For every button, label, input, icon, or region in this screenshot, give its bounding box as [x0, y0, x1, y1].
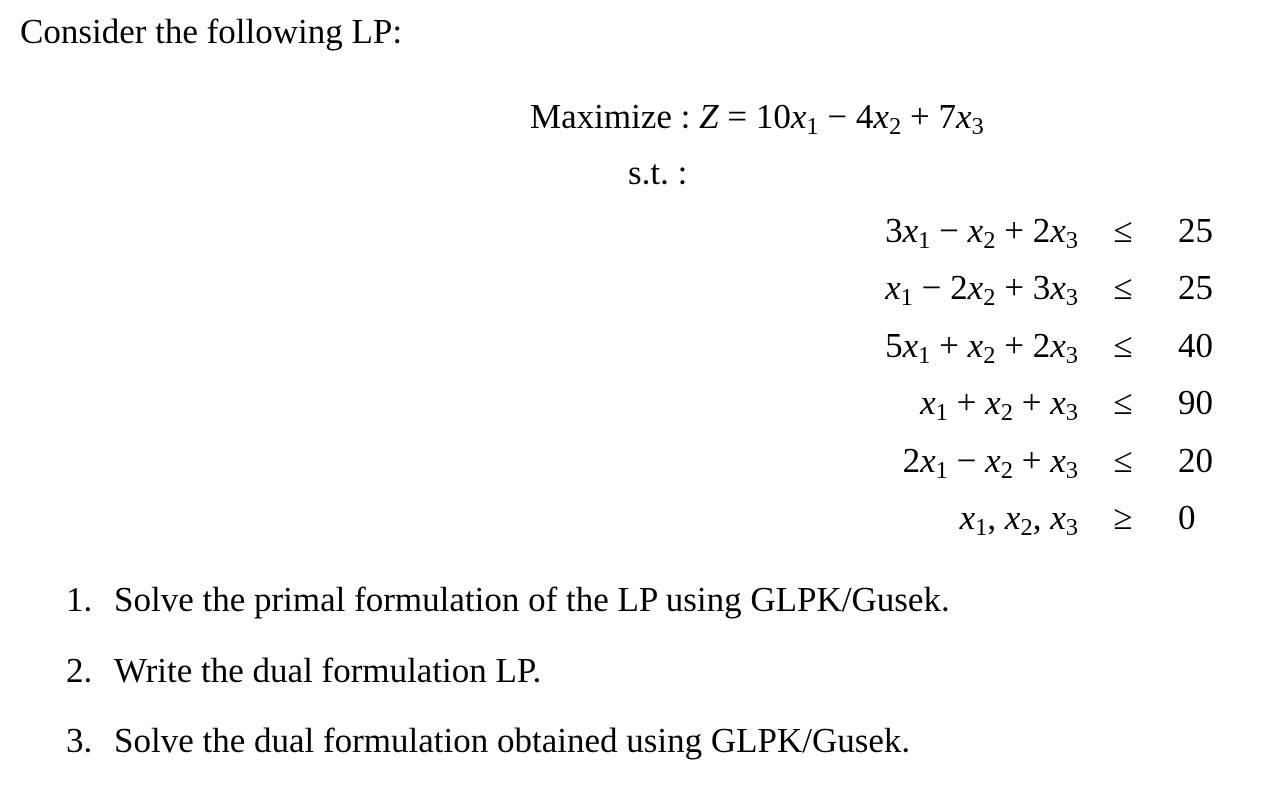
objective-label: Maximize :: [530, 97, 700, 136]
constraint-1-term-sub-0: 1: [900, 284, 913, 312]
constraint-4-term-var-2: x: [1050, 440, 1066, 480]
constraint-row: [760, 495, 1240, 552]
constraint-3-term-var-0: x: [920, 383, 936, 423]
constraint-3-term-var-2: x: [1050, 383, 1066, 423]
objective-equals: =: [718, 97, 756, 136]
constraint-rhs: 40: [1178, 325, 1213, 365]
objective-term-coef-2: 7: [938, 97, 956, 136]
constraint-0-term-sub-1: 2: [983, 227, 996, 255]
objective-term-coef-1: 4: [855, 97, 874, 136]
constraint-2-term-sign-1: +: [930, 325, 968, 365]
constraint-3-term-sub-2: 3: [1065, 399, 1078, 427]
intro-text: Consider the following LP:: [20, 12, 403, 51]
objective-expression: [755, 97, 984, 141]
constraint-lhs: [885, 265, 1078, 311]
constraint-3-term-sub-0: 1: [935, 399, 948, 427]
objective-term-sign-1: −: [818, 97, 856, 136]
constraint-0-term-var-1: x: [967, 211, 984, 250]
constraint-rhs: 90: [1178, 383, 1213, 423]
constraint-row: [760, 265, 1240, 322]
constraint-5-term-sub-1: 2: [1020, 514, 1033, 542]
constraint-1-term-var-1: x: [967, 268, 984, 308]
constraint-0-term-coef-0: 3: [885, 211, 903, 250]
constraint-4-term-sub-2: 3: [1065, 456, 1078, 484]
constraint-1-term-sub-1: 2: [983, 284, 996, 312]
constraint-relation: ≤: [1113, 211, 1133, 250]
constraint-3-term-var-1: x: [985, 383, 1001, 423]
constraint-rhs: 0: [1178, 497, 1196, 537]
constraint-4-term-coef-0: 2: [902, 440, 921, 480]
constraint-5-term-var-2: x: [1050, 497, 1066, 537]
constraint-3-term-sub-1: 2: [1000, 399, 1013, 427]
objective-term-var-0: x: [790, 97, 807, 136]
task-number: 1.: [66, 580, 93, 619]
constraint-rhs: 25: [1178, 211, 1213, 250]
objective-term-sub-2: 3: [971, 113, 984, 141]
constraint-relation: ≥: [1113, 497, 1133, 537]
constraint-0-term-var-2: x: [1050, 211, 1066, 250]
constraint-5-term-var-1: x: [1004, 497, 1021, 537]
task-item: [66, 578, 950, 649]
constraint-1-term-coef-2: 3: [1032, 268, 1051, 308]
constraint-2-term-sub-2: 3: [1065, 341, 1078, 369]
constraint-3-term-sign-1: +: [947, 383, 986, 423]
constraint-row: [760, 438, 1240, 495]
subject-to-label: s.t. :: [628, 153, 688, 192]
constraint-1-term-sub-2: 3: [1065, 284, 1078, 312]
constraint-2-term-var-0: x: [902, 325, 919, 365]
constraint-relation: ≤: [1113, 268, 1133, 308]
constraint-0-term-sub-0: 1: [918, 227, 931, 255]
constraint-relation: ≤: [1113, 383, 1133, 423]
constraint-1-term-sign-2: +: [995, 268, 1033, 308]
task-list: [66, 578, 950, 790]
constraint-rhs: 20: [1178, 440, 1213, 480]
constraint-lhs: [903, 438, 1078, 484]
objective-term-var-2: x: [955, 97, 972, 136]
constraint-4-term-sub-0: 1: [935, 456, 948, 484]
constraint-4-term-var-0: x: [920, 440, 936, 480]
constraint-rhs: 25: [1178, 268, 1213, 308]
constraint-1-term-coef-1: 2: [950, 268, 968, 308]
constraint-2-term-sign-2: +: [995, 325, 1033, 365]
constraint-relation: ≤: [1113, 325, 1133, 365]
constraint-4-term-sign-2: +: [1012, 440, 1051, 480]
task-text: Write the dual formulation LP.: [114, 650, 542, 690]
constraint-4-term-sub-1: 2: [1000, 456, 1013, 484]
objective-term-var-1: x: [873, 97, 889, 136]
constraint-lhs: [920, 380, 1078, 426]
objective-term-sub-1: 2: [888, 113, 902, 141]
constraint-1-term-sign-1: −: [912, 268, 951, 308]
objective-term-sign-2: +: [901, 97, 939, 136]
task-number: 3.: [66, 721, 93, 760]
objective-function: [530, 96, 984, 141]
constraint-5-term-sign-2: ,: [1032, 497, 1051, 537]
constraint-5-term-sub-0: 1: [975, 514, 988, 542]
constraint-0-term-sign-1: −: [930, 211, 968, 250]
objective-term-sub-0: 1: [806, 113, 819, 141]
constraint-2-term-coef-2: 2: [1032, 325, 1051, 365]
constraint-1-term-var-0: x: [885, 268, 901, 308]
constraint-2-term-var-2: x: [1050, 325, 1066, 365]
constraint-2-term-var-1: x: [967, 325, 984, 365]
constraint-5-term-sub-2: 3: [1065, 514, 1078, 542]
constraint-0-term-sub-2: 3: [1065, 227, 1078, 255]
task-item: [66, 719, 950, 790]
constraint-5-term-sign-1: ,: [987, 497, 1005, 537]
constraint-row: [760, 323, 1240, 380]
task-item: [66, 649, 950, 720]
constraint-row: [760, 208, 1240, 265]
constraint-2-term-sub-0: 1: [918, 341, 931, 369]
task-text: Solve the primal formulation of the LP using GLPK/Gusek.: [114, 580, 950, 619]
constraint-relation: ≤: [1113, 440, 1133, 480]
constraint-1-term-var-2: x: [1050, 268, 1066, 308]
constraint-4-term-var-1: x: [985, 440, 1001, 480]
constraints-block: [760, 208, 1240, 552]
task-number: 2.: [66, 650, 93, 690]
constraint-5-term-var-0: x: [959, 497, 976, 537]
constraint-row: [760, 380, 1240, 437]
constraint-2-term-coef-0: 5: [885, 325, 903, 365]
constraint-2-term-sub-1: 2: [983, 341, 996, 369]
task-text: Solve the dual formulation obtained using GLPK/Gusek.: [114, 721, 911, 760]
objective-z: Z: [699, 97, 719, 136]
constraint-0-term-var-0: x: [902, 211, 919, 250]
objective-term-coef-0: 10: [755, 97, 791, 136]
constraint-lhs: [885, 323, 1078, 369]
constraint-0-term-sign-2: +: [995, 211, 1033, 250]
constraint-3-term-sign-2: +: [1012, 383, 1051, 423]
constraint-4-term-sign-1: −: [947, 440, 986, 480]
constraint-lhs: [885, 208, 1078, 254]
constraint-lhs: [960, 495, 1078, 541]
constraint-0-term-coef-2: 2: [1032, 211, 1051, 250]
